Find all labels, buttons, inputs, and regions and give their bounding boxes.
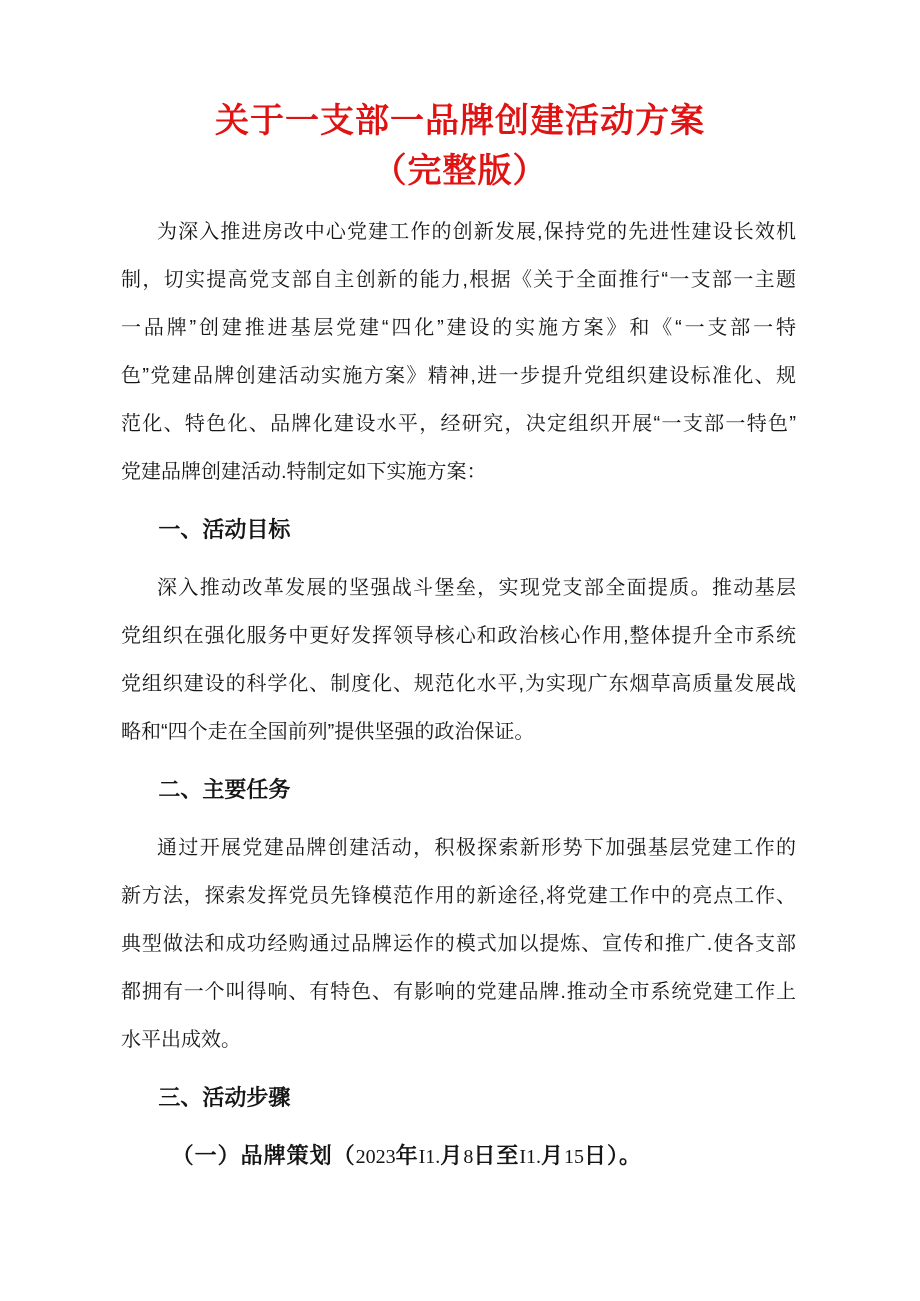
text-line: 一品牌”创建推进基层党建“四化”建设的实施方案》和《“一支部一特 [121,317,796,339]
date-number: 2023 [355,1146,396,1168]
subitem-text: 月 [541,1143,565,1168]
text-line: 党组织建设的科学化、制度化、规范化水平,为实现广东烟草高质量发展战 [121,673,796,695]
text-line: 水平出成效。 [121,1029,241,1051]
document-body [0,196,920,1181]
intro-paragraph [121,208,796,496]
text-line: 都拥有一个叫得响、有特色、有影响的党建品牌.推动全市系统党建工作上 [121,981,796,1003]
section-heading-2: 二、主要任务 [158,777,291,802]
text-line: 为深入推进房改中心党建工作的创新发展,保持党的先进性建设长效机 [157,221,796,243]
text-line: 新方法，探索发挥党员先锋模范作用的新途径,将党建工作中的亮点工作、 [121,885,796,907]
document-title [0,96,920,196]
objectives-paragraph [121,564,796,756]
step-1-item [121,1132,796,1181]
subitem-text: （一）品牌策划（ [171,1143,356,1168]
section-heading-3: 三、活动步骤 [158,1085,291,1110]
text-line: 党建品牌创建活动.特制定如下实施方案： [121,461,487,483]
text-line: 典型做法和成功经购通过品牌运作的模式加以提炼、宣传和推广.使各支部 [121,933,796,955]
document-title-line-2: （完整版） [372,152,548,190]
date-number: 15 [564,1146,585,1168]
date-number: I1. [418,1146,441,1168]
text-line: 深入推动改革发展的坚强战斗堡垒，实现党支部全面提质。推动基层 [157,577,796,599]
subitem-text: 日）。 [584,1143,643,1168]
date-number: 8 [463,1146,474,1168]
subitem-text: 月 [440,1143,464,1168]
text-line: 制，切实提高党支部自主创新的能力,根据《关于全面推行“一支部一主题 [121,269,796,291]
date-number: I1. [519,1146,541,1168]
section-heading-1: 一、活动目标 [158,517,291,542]
subitem-text: 年 [395,1143,419,1168]
text-line: 略和“四个走在全国前列”提供坚强的政治保证。 [121,721,535,743]
text-line: 范化、特色化、品牌化建设水平，经研究，决定组织开展“一支部一特色” [121,413,796,435]
document-title-line-1: 关于一支部一品牌创建活动方案 [215,102,705,140]
text-line: 通过开展党建品牌创建活动，积极探索新形势下加强基层党建工作的 [157,837,796,859]
text-line: 色”党建品牌创建活动实施方案》精神,进一步提升党组织建设标准化、规 [121,365,796,387]
text-line: 党组织在强化服务中更好发挥领导核心和政治核心作用,整体提升全市系统 [121,625,796,647]
tasks-paragraph [121,824,796,1064]
subitem-text: 日至 [473,1143,520,1168]
